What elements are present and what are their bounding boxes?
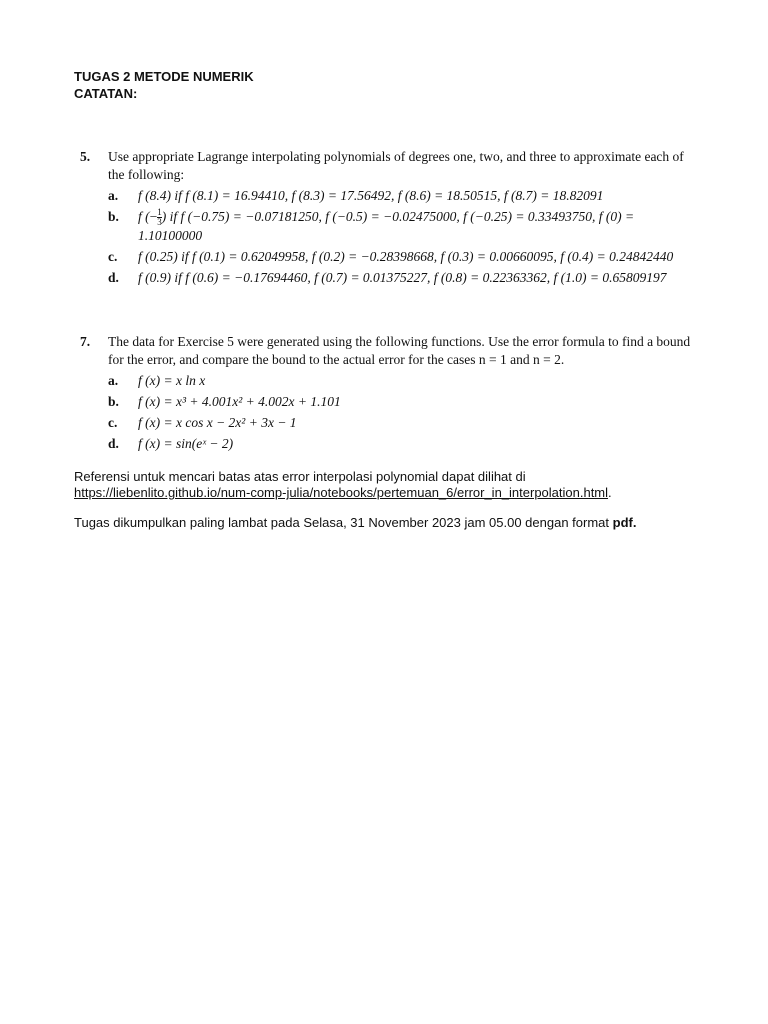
deadline-note [74,515,704,531]
deadline-format: pdf. [612,515,637,530]
exercise-7-item-d: d. f (x) = sin(eˣ − 2) [108,436,234,451]
reference-link[interactable]: https://liebenlito.github.io/num-comp-julia/notebooks/pertemuan_6/error_in_interpolation.html [74,485,609,500]
exercise-7-item-c: c. f (x) = x cos x − 2x² + 3x − 1 [108,415,297,430]
assignment-title: TUGAS 2 METODE NUMERIK [74,69,254,84]
exercise-7-item-b: b. f (x) = x³ + 4.001x² + 4.002x + 1.101 [108,394,341,409]
reference-note: Referensi untuk mencari batas atas error interpolasi polynomial dapat dilihat di https://liebenlito.github.io/num-comp-julia/notebooks/pertemuan_6/error_in_interpolation.html. [74,469,612,500]
exercise-7 [80,333,692,453]
exercise-5 [80,148,692,287]
reference-text: Referensi untuk mencari batas atas error interpolasi polynomial dapat dilihat di [74,469,526,484]
exercise-5-item-c: c. f (0.25) if f (0.1) = 0.62049958, f (0.2) = −0.28398668, f (0.3) = 0.00660095, f (0.4) = 0.24842440 [108,249,674,265]
exercise-7-number: 7. [80,334,91,349]
exercise-7-item-a: a. f (x) = x ln x [108,373,206,388]
fraction-one-third: $\frac{1}{3}$ [157,207,162,228]
exercise-5-item-b: b. f (− $\frac{1}{3}$ ) if f (−0.75) = −0.07181250, f (−0.5) = −0.02475000, f (−0.25) = 0.33493750, f (0) = 1.10100000 [108,207,635,244]
exercise-5-number: 5. [80,149,91,164]
exercise-7-intro: The data for Exercise 5 were generated using the following functions. Use the error formula to find a bound for the error, and compare the bound to the actual error for the cases n = 1 and n = 2. [108,334,691,367]
exercise-5-item-a: a. f (8.4) if f (8.1) = 16.94410, f (8.3) = 17.56492, f (8.6) = 18.50515, f (8.7) = 18.82091 [108,188,604,203]
deadline-text: Tugas dikumpulkan paling lambat pada Selasa, 31 November 2023 jam 05.00 dengan format [74,515,613,530]
exercise-5-item-d: d. f (0.9) if f (0.6) = −0.17694460, f (0.7) = 0.01375227, f (0.8) = 0.22363362, f (1.0) = 0.65809197 [108,270,667,286]
exercise-5-intro: Use appropriate Lagrange interpolating polynomials of degrees one, two, and three to approximate each of the following: [108,149,684,182]
document-header [74,68,254,102]
notes-label: CATATAN: [74,86,138,101]
